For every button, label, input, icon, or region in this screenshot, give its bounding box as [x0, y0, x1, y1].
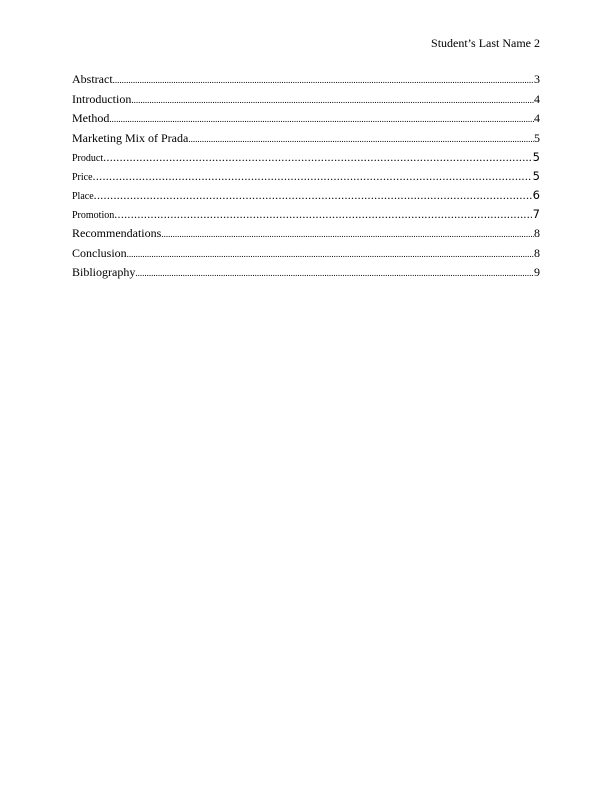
toc-page-number: 7 — [532, 207, 540, 221]
toc-page-number: 5 — [532, 150, 540, 164]
toc-entry-label: Method — [72, 111, 110, 125]
dot-leader — [114, 207, 531, 223]
toc-page-number: 5 — [532, 169, 540, 183]
toc-entry-method[interactable] — [72, 111, 540, 131]
dot-leader — [94, 188, 532, 204]
toc-page-number: 4 — [534, 91, 540, 106]
toc-entry-label: Abstract — [72, 72, 113, 86]
toc-entry-bibliography[interactable] — [72, 265, 540, 285]
dot-leader — [127, 246, 534, 262]
toc-page-number: 6 — [532, 188, 540, 202]
toc-entry-label: Introduction — [72, 91, 132, 106]
toc-entry-label: Marketing Mix of Prada — [72, 130, 189, 145]
dot-leader — [113, 72, 534, 88]
toc-entry-label: Place — [72, 191, 94, 202]
toc-entry-label: Promotion — [72, 210, 115, 221]
toc-entry-label: Recommendations — [72, 226, 162, 240]
toc-page-number: 3 — [534, 72, 540, 86]
dot-leader — [135, 265, 534, 281]
toc-entry-introduction[interactable] — [72, 92, 540, 112]
toc-page-number: 5 — [534, 130, 540, 145]
toc-entry-product[interactable] — [72, 150, 540, 169]
toc-entry-place[interactable] — [72, 188, 540, 207]
toc-entry-label: Product — [72, 153, 104, 164]
toc-entry-recommendations[interactable] — [72, 226, 540, 246]
dot-leader — [188, 131, 534, 147]
toc-entry-label: Conclusion — [72, 245, 127, 260]
table-of-contents — [72, 72, 540, 285]
toc-entry-price[interactable] — [72, 169, 540, 188]
dot-leader — [93, 169, 532, 185]
toc-page-number: 8 — [534, 226, 540, 240]
toc-entry-abstract[interactable] — [72, 72, 540, 92]
toc-entry-label: Price — [72, 172, 93, 183]
toc-entry-marketing-mix[interactable] — [72, 131, 540, 151]
running-head: Student’s Last Name 2 — [431, 36, 540, 50]
dot-leader — [109, 111, 534, 127]
toc-page-number: 9 — [534, 265, 540, 279]
dot-leader — [103, 150, 532, 166]
toc-entry-label: Bibliography — [72, 265, 136, 279]
toc-entry-conclusion[interactable] — [72, 246, 540, 266]
toc-page-number: 8 — [534, 245, 540, 260]
toc-page-number: 4 — [534, 111, 540, 125]
dot-leader — [161, 226, 534, 242]
toc-entry-promotion[interactable] — [72, 207, 540, 226]
dot-leader — [131, 92, 534, 108]
